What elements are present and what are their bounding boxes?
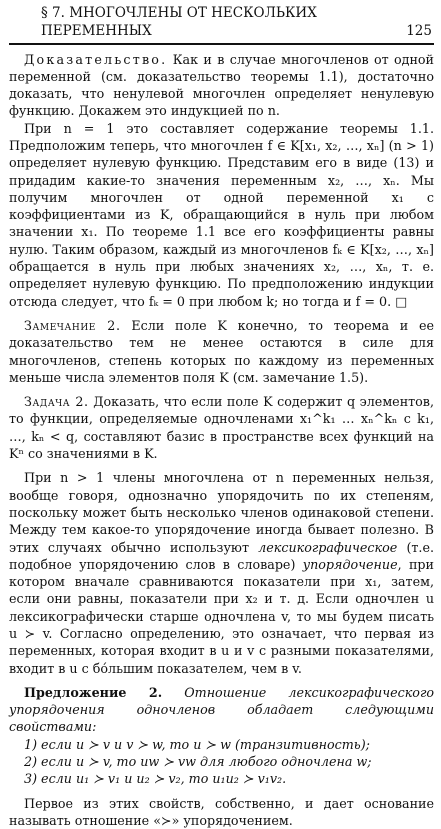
proof-label: Доказательство. [24, 52, 167, 67]
remark-label: Замечание 2. [24, 318, 121, 333]
page-body [9, 51, 434, 829]
remark-text: Если поле K конечно, то теорема и ее доказательство тем не менее остаются в силе для многочленов, степень которых по каждому из переменных меньше числа элементов поля K (см. замечание 1.5). [9, 318, 434, 385]
closing-paragraph: Первое из этих свойств, собственно, и дает основание называть отношение «≻» упорядочением. [9, 795, 434, 829]
problem-text: Доказать, что если поле K содержит q элементов, то функции, определяемые одночленами x₁^k₁ … xₙ^kₙ с k₁, …, kₙ < q, составляют базис в пространстве всех функций на Kⁿ со значениями в K. [9, 394, 434, 461]
induction-paragraph: При n = 1 это составляет содержание теоремы 1.1. Предположим теперь, что многочлен f ∈ K[x₁, x₂, …, xₙ] (n > 1) определяет нулевую функцию. Представим его в виде (13) и придадим какие-то значения переменным x₂, …, xₙ. Мы получим многочлен от одной переменной x₁ с коэффициентами из K, обращающийся в нуль при любом значении x₁. По теореме 1.1 все его коэффициенты равны нулю. Таким образом, каждый из многочленов fₖ ∈ K[x₂, …, xₙ] обращается в нуль при любых значениях x₂, …, xₙ, т. е. определяет нулевую функцию. По предположению индукции отсюда следует, что fₖ = 0 при любом k; но тогда и f = 0. □ [9, 120, 434, 310]
remark-paragraph [9, 317, 434, 386]
running-header [9, 4, 434, 43]
property-item: 2) если u ≻ v, то uw ≻ vw для любого одночлена w; [9, 753, 434, 770]
property-item: 3) если u₁ ≻ v₁ и u₂ ≻ v₂, то u₁u₂ ≻ v₁v₂. [9, 770, 434, 787]
section-title: § 7. МНОГОЧЛЕНЫ ОТ НЕСКОЛЬКИХ ПЕРЕМЕННЫХ [41, 4, 406, 40]
proposition-text: Отношение лексикографического упорядочения одночленов обладает следующими свойствами: [9, 685, 434, 735]
lex-text-b: (т.е. подобное упорядочению слов в словаре) [9, 540, 434, 572]
properties-list [9, 736, 434, 788]
lexicographic-paragraph [9, 469, 434, 677]
proof-paragraph [9, 51, 434, 120]
proposition-label: Предложение 2. [24, 685, 162, 700]
problem-label: Задача 2. [24, 394, 89, 409]
ordering-term: упорядочение [303, 557, 398, 572]
lex-text-a: При n > 1 члены многочлена от n переменных нельзя, вообще говоря, однозначно упорядочить по их степеням, поскольку может быть несколько членов одинаковой степени. Между тем какое-то упорядочение иногда бывает полезно. В этих случаях обычно используют [9, 470, 434, 554]
lex-text-c: , при котором вначале сравниваются показатели при x₁, затем, если они равны, показатели при x₂ и т. д. Если одночлен u лексикографически старше одночлена v, то мы будем писать u ≻ v. Согласно определению, это означает, что первая из переменных, которая входит в u и v с разными показателями, входит в u с бо́льшим показателем, чем в v. [9, 557, 434, 676]
problem-paragraph [9, 393, 434, 462]
header-rule [9, 43, 434, 45]
proposition-paragraph [9, 684, 434, 736]
page-number: 125 [406, 22, 432, 40]
property-item: 1) если u ≻ v и v ≻ w, то u ≻ w (транзитивность); [9, 736, 434, 753]
proof-text: Как и в случае многочленов от одной переменной (см. доказательство теоремы 1.1), достаточно доказать, что ненулевой многочлен определяет ненулевую функцию. Докажем это индукцией по n. [9, 52, 434, 119]
lex-term: лексикографическое [258, 540, 397, 555]
